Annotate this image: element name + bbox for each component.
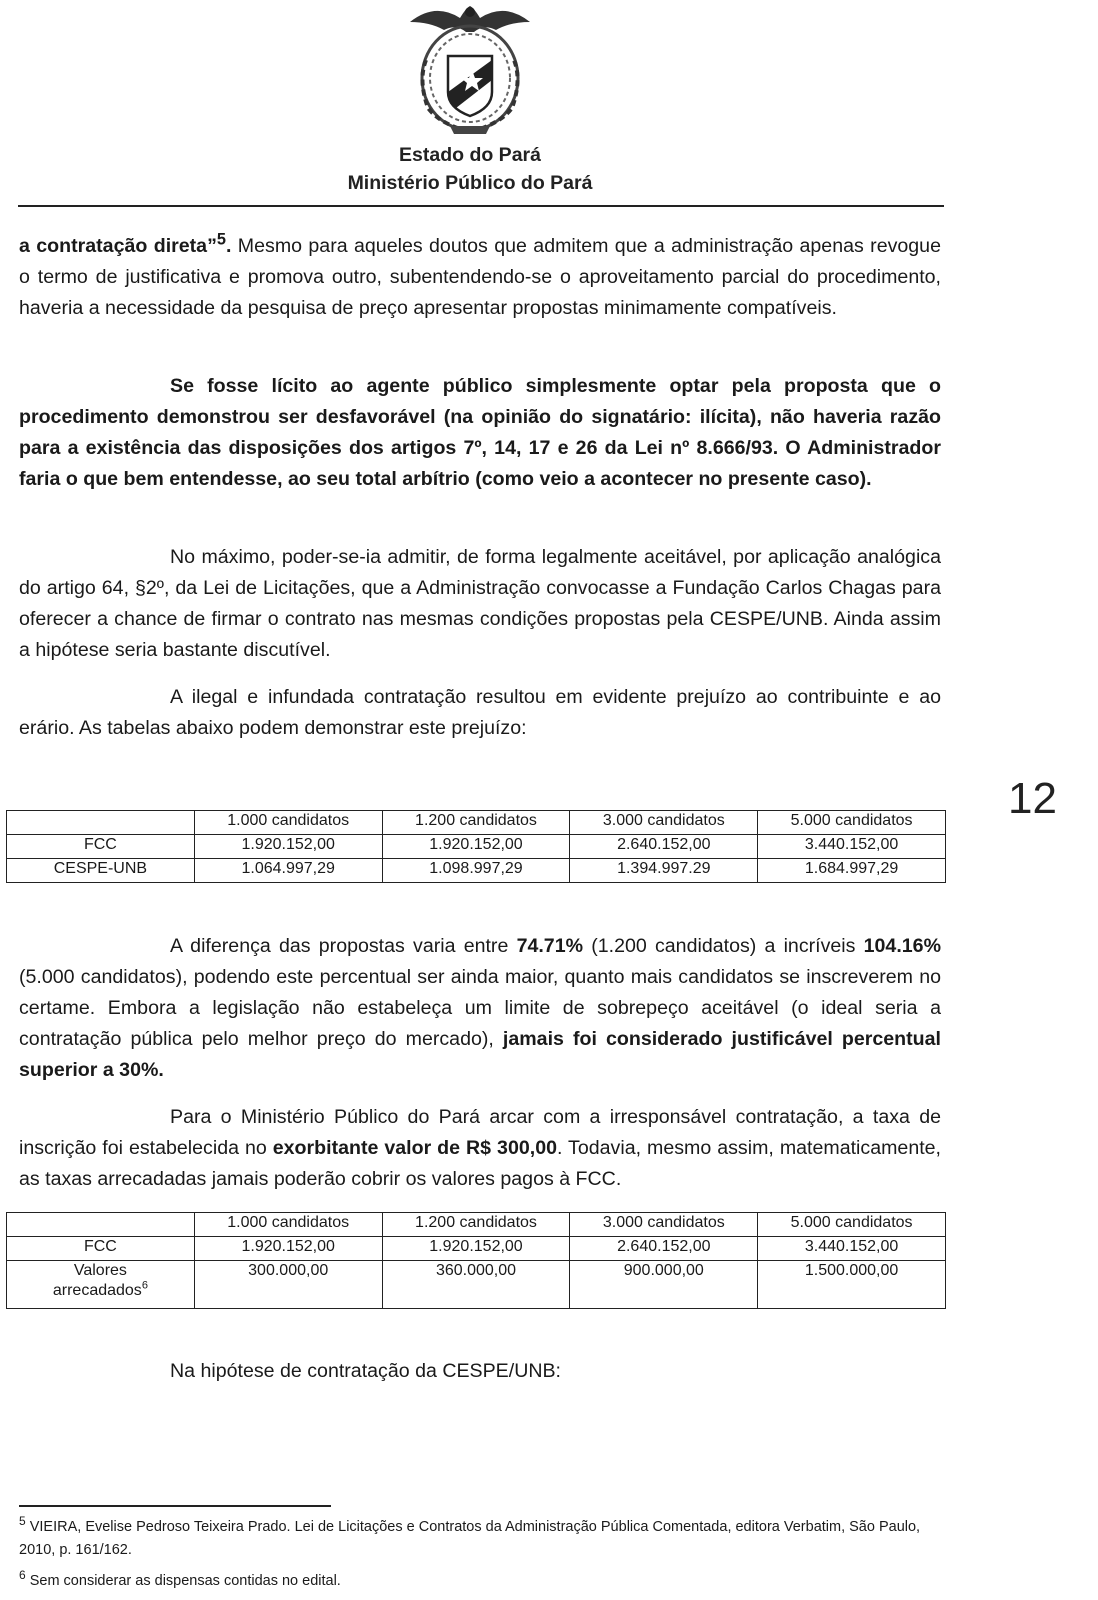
footnote-5 (19, 1516, 949, 1562)
table-cell: 2.640.152,00 (570, 835, 758, 859)
valores-label-line2 (7, 1281, 194, 1301)
header-state: Estado do Pará (399, 144, 541, 166)
table-cell: 3.000 candidatos (570, 811, 758, 835)
table-cell: 300.000,00 (194, 1261, 382, 1309)
table-row (7, 1261, 946, 1309)
paragraph-7: Na hipótese de contratação da CESPE/UNB: (170, 1360, 562, 1382)
header-divider (18, 205, 944, 207)
table-cell: 900.000,00 (570, 1261, 758, 1309)
table-header-row (7, 811, 946, 835)
table-cell: 1.920.152,00 (382, 1237, 570, 1261)
percent-high: 104.16% (863, 935, 941, 957)
paragraph-6-text-c: . Todavia, mesmo assim, matematicamente, as taxas arrecadadas jamais poderão cobrir os valores pagos à FCC. (19, 1137, 941, 1190)
table-cell: FCC (7, 1237, 195, 1261)
paragraph-5 (19, 931, 941, 1086)
table-cell: 1.064.997,29 (194, 859, 382, 883)
table-cell: 3.440.152,00 (758, 1237, 946, 1261)
footnote-5-text: VIEIRA, Evelise Pedroso Teixeira Prado. Lei de Licitações e Contratos da Administração Pública Comentada, editora Verbatim, São Paulo, 2010, p. 161/162. (19, 1519, 921, 1558)
table-cell: 1.000 candidatos (194, 1213, 382, 1237)
table-cell: 5.000 candidatos (758, 1213, 946, 1237)
table-cell: 3.440.152,00 (758, 835, 946, 859)
valores-label-line1: Valores (73, 1262, 127, 1279)
paragraph-5-text-d: (5.000 candidatos), podendo este percentual ser ainda maior, quanto mais candidatos se inscreverem no certame. Embora a legislação não estabeleça um limite de sobrepeço aceitável (o ideal seria a contratação pública pelo melhor preço do mercado), (19, 966, 941, 1050)
paragraph-1-text: Mesmo para aqueles doutos que admitem que a administração apenas revogue o termo de justificativa e promova outro, subentendendo-se o aproveitamento parcial do procedimento, haveria a necessidade da pesquisa de preço apresentar propostas minimamente compatíveis. (19, 235, 941, 319)
footnote-ref-5: 5 (216, 230, 226, 249)
paragraph-2: Se fosse lícito ao agente público simplesmente optar pela proposta que o procedimento demonstrou ser desfavorável (na opinião do signatário: ilícita), não haveria razão para a existência das disposições dos artigos 7º, 14, 17 e 26 da Lei nº 8.666/93. O Administrador faria o que bem entendesse, ao seu total arbítrio (como veio a acontecer no presente caso). (19, 375, 941, 490)
table-cell: 1.920.152,00 (194, 835, 382, 859)
table-row (7, 835, 946, 859)
table-cell: 5.000 candidatos (758, 811, 946, 835)
table-cell: 360.000,00 (382, 1261, 570, 1309)
table-cell: 1.000 candidatos (194, 811, 382, 835)
paragraph-6 (19, 1102, 941, 1195)
table-cell: 1.684.997,29 (758, 859, 946, 883)
table-cell: 1.920.152,00 (382, 835, 570, 859)
paragraph-3: No máximo, poder-se-ia admitir, de forma legalmente aceitável, por aplicação analógica do artigo 64, §2º, da Lei de Licitações, que a Administração convocasse a Fundação Carlos Chagas para oferecer a chance de firmar o contrato nas mesmas condições propostas pela CESPE/UNB. Ainda assim a hipótese seria bastante discutível. (19, 546, 941, 661)
table-cell: 1.394.997.29 (570, 859, 758, 883)
state-coat-of-arms (400, 0, 540, 140)
table-row (7, 859, 946, 883)
paragraph-5-text-a: A diferença das propostas varia entre (170, 935, 517, 957)
footnote-divider (19, 1505, 331, 1507)
table-header-row (7, 1213, 946, 1237)
paragraph-5-conclusion: jamais foi considerado justificável percentual superior a 30%. (19, 1028, 941, 1081)
header-ministry: Ministério Público do Pará (347, 172, 593, 194)
fee-value: exorbitante valor de R$ 300,00 (272, 1137, 557, 1159)
table-cell (7, 1213, 195, 1237)
paragraph-1-bold-dot: . (225, 235, 232, 257)
valores-label-word: arrecadados (52, 1282, 142, 1299)
table-cell: 1.098.997,29 (382, 859, 570, 883)
table-cell: 1.920.152,00 (194, 1237, 382, 1261)
paragraph-1 (19, 231, 941, 324)
footnote-6-text: Sem considerar as dispensas contidas no edital. (29, 1573, 341, 1589)
footnote-6 (19, 1570, 949, 1593)
table-cell (7, 811, 195, 835)
footnote-ref-6: 6 (141, 1279, 148, 1292)
paragraph-1-bold: a contratação direta” (19, 235, 217, 257)
table-cell: CESPE-UNB (7, 859, 195, 883)
table-cell: 3.000 candidatos (570, 1213, 758, 1237)
footnote-5-mark: 5 (19, 1514, 26, 1529)
table-cell: 1.500.000,00 (758, 1261, 946, 1309)
table-cell: 1.200 candidatos (382, 811, 570, 835)
table-cell: 1.200 candidatos (382, 1213, 570, 1237)
table-cell (7, 1261, 195, 1309)
proposals-table (6, 810, 946, 883)
paragraph-5-text-c: (1.200 candidatos) a incríveis (583, 935, 864, 957)
page-number: 12 (1008, 774, 1057, 823)
table-cell: 2.640.152,00 (570, 1237, 758, 1261)
fees-table (6, 1212, 946, 1309)
paragraph-4: A ilegal e infundada contratação resultou em evidente prejuízo ao contribuinte e ao erário. As tabelas abaixo podem demonstrar este prejuízo: (19, 686, 941, 739)
footnote-6-mark: 6 (19, 1568, 26, 1583)
paragraph-6-text-a: Para o Ministério Público do Pará arcar com a irresponsável contratação, a taxa de inscrição foi estabelecida no (19, 1106, 941, 1159)
table-cell: FCC (7, 835, 195, 859)
table-row (7, 1237, 946, 1261)
percent-low: 74.71% (516, 935, 584, 957)
